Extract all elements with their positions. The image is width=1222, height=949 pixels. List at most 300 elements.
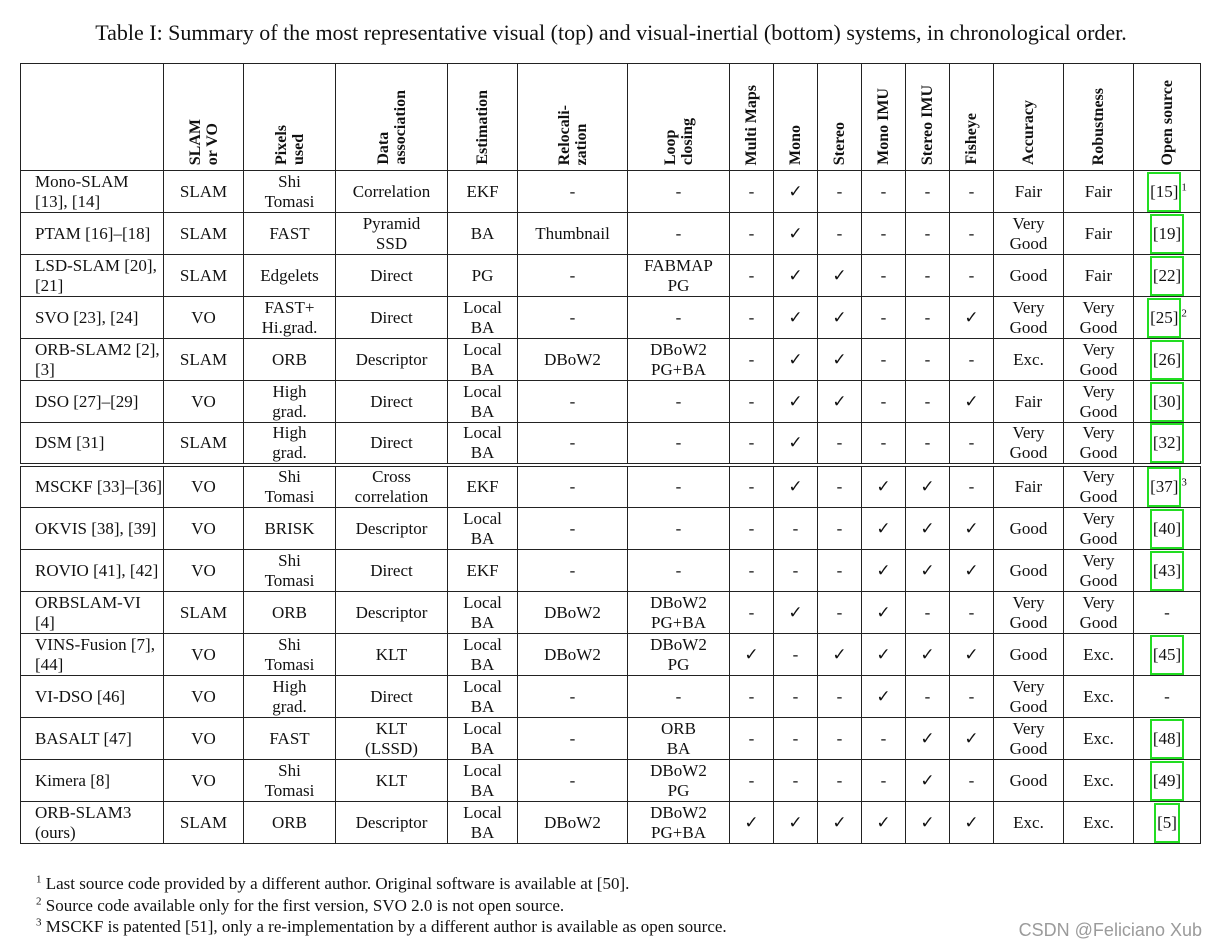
fisheye-cell: ✓ [950, 381, 994, 423]
accuracy-cell [994, 381, 1064, 423]
estimation-cell [448, 550, 518, 592]
multi-cell: ✓ [730, 634, 774, 676]
accuracy-line1: Exc. [1013, 812, 1044, 832]
open-source-cell [1134, 339, 1201, 381]
loop-line1: - [675, 518, 682, 538]
visual-systems-section [21, 171, 1201, 466]
accuracy-cell [994, 802, 1064, 844]
open-source-link: [22] [1150, 256, 1184, 296]
robustness-line1: Exc. [1083, 686, 1114, 706]
open-source-cell [1134, 760, 1201, 802]
stereo-cell: - [818, 465, 862, 508]
open-source-link: [19] [1150, 214, 1184, 254]
robustness-cell [1064, 676, 1134, 718]
accuracy-cell [994, 171, 1064, 213]
system-name: VINS-Fusion [35, 634, 127, 654]
pixels-line1: Shi [278, 634, 301, 654]
watermark: CSDN @Feliciano Xub [1018, 920, 1202, 940]
assoc-line1: Cross [372, 467, 411, 486]
loop-closing-cell [628, 213, 730, 255]
data-association-cell [336, 676, 448, 718]
pixels-line1: FAST [269, 728, 310, 748]
system-name: ORB-SLAM3 [35, 802, 132, 822]
estim-line1: BA [470, 223, 495, 243]
slam-or-vo-cell: VO [164, 760, 244, 802]
multi-cell: - [730, 213, 774, 255]
stereo-cell: - [818, 213, 862, 255]
pixels-line1: Shi [278, 467, 301, 486]
stereo-imu-cell: ✓ [906, 465, 950, 508]
system-name: SVO [35, 307, 70, 327]
system-name: VI-DSO [35, 686, 93, 706]
loop-line1: ORB [661, 718, 696, 738]
stereo-imu-cell: ✓ [906, 718, 950, 760]
loop-closing-cell [628, 718, 730, 760]
mono-imu-cell: - [862, 213, 906, 255]
system-name: DSO [35, 391, 70, 411]
assoc-line1: Descriptor [355, 602, 428, 622]
system-name: BASALT [35, 728, 100, 748]
slam-or-vo-cell: VO [164, 381, 244, 423]
accuracy-cell [994, 634, 1064, 676]
multi-cell: - [730, 676, 774, 718]
mono-imu-cell: ✓ [862, 550, 906, 592]
data-association-cell [336, 465, 448, 508]
assoc-line1: Direct [370, 391, 413, 411]
mono-cell: - [774, 550, 818, 592]
robustness-cell [1064, 255, 1134, 297]
loop-line2: BA [666, 738, 691, 758]
footnote-marker: 1 [1181, 180, 1187, 193]
table-caption: Table I: Summary of the most representative visual (top) and visual-inertial (bottom) systems, in chronological order. [95, 20, 1127, 45]
robustness-line2: Good [1079, 528, 1118, 548]
stereo-cell: - [818, 592, 862, 634]
pixels-used-cell [244, 718, 336, 760]
assoc-line1: Direct [370, 433, 413, 452]
robustness-line1: Exc. [1083, 770, 1114, 790]
stereo-cell: - [818, 423, 862, 466]
pixels-line2: Tomasi [264, 487, 315, 506]
stereo-imu-cell: ✓ [906, 802, 950, 844]
estim-line1: Local [463, 381, 502, 401]
reloc-line1: DBoW2 [544, 349, 601, 369]
robustness-cell [1064, 718, 1134, 760]
accuracy-line2: Good [1009, 233, 1048, 253]
estim-line1: EKF [466, 181, 499, 201]
stereo-imu-cell: - [906, 171, 950, 213]
pixels-line2: Hi.grad. [261, 317, 318, 337]
robustness-cell [1064, 339, 1134, 381]
reloc-line1: - [569, 181, 576, 201]
robustness-cell [1064, 171, 1134, 213]
loop-closing-cell [628, 676, 730, 718]
assoc-line1: Direct [370, 560, 413, 580]
robustness-cell [1064, 550, 1134, 592]
relocalization-cell [518, 802, 628, 844]
robustness-line1: Very [1082, 339, 1115, 359]
mono-cell: - [774, 760, 818, 802]
estim-line1: Local [463, 297, 502, 317]
fisheye-cell: ✓ [950, 634, 994, 676]
header-pixels-used: Pixels used [244, 64, 336, 171]
fisheye-cell: - [950, 171, 994, 213]
reloc-line1: - [569, 433, 576, 452]
table-row [21, 213, 1201, 255]
loop-line1: FABMAP [644, 255, 713, 275]
accuracy-cell [994, 255, 1064, 297]
fisheye-cell: ✓ [950, 508, 994, 550]
pixels-line1: FAST [269, 223, 310, 243]
system-refs: [33]–[36] [96, 477, 163, 496]
header-stereo: Stereo [818, 64, 862, 171]
open-source-link: [48] [1150, 719, 1184, 759]
stereo-cell: - [818, 760, 862, 802]
robustness-line1: Very [1082, 467, 1115, 486]
pixels-line2: Tomasi [264, 570, 315, 590]
loop-closing-cell [628, 592, 730, 634]
open-source-link: [45] [1150, 635, 1184, 675]
pixels-line1: ORB [272, 812, 307, 832]
open-source-cell [1134, 634, 1201, 676]
pixels-line1: High [272, 423, 307, 442]
slam-or-vo-cell: SLAM [164, 423, 244, 466]
estim-line2: BA [470, 317, 495, 337]
table-row [21, 592, 1201, 634]
table-row [21, 465, 1201, 508]
accuracy-line1: Fair [1014, 391, 1043, 411]
relocalization-cell [518, 297, 628, 339]
data-association-cell [336, 339, 448, 381]
system-refs: [46] [96, 686, 126, 706]
data-association-cell [336, 760, 448, 802]
reloc-line1: - [569, 770, 576, 790]
pixels-line1: ORB [272, 602, 307, 622]
pixels-line2: Tomasi [264, 654, 315, 674]
robustness-line2: Good [1079, 317, 1118, 337]
open-source-link: [15] [1147, 172, 1181, 212]
mono-cell: ✓ [774, 297, 818, 339]
estimation-cell [448, 423, 518, 466]
accuracy-line2: Good [1009, 443, 1048, 462]
estimation-cell [448, 592, 518, 634]
reloc-line1: - [569, 728, 576, 748]
loop-line2: PG [667, 654, 690, 674]
header-mono: Mono [774, 64, 818, 171]
header-open-source: Open source [1134, 64, 1201, 171]
pixels-line2: Tomasi [264, 191, 315, 211]
multi-cell: - [730, 255, 774, 297]
accuracy-line1: Good [1009, 770, 1048, 790]
loop-line2: PG+BA [651, 612, 706, 632]
estim-line1: Local [463, 634, 502, 654]
slam-or-vo-cell: VO [164, 676, 244, 718]
mono-imu-cell: - [862, 255, 906, 297]
open-source-link: [37] [1147, 467, 1181, 507]
reloc-line1: - [569, 265, 576, 285]
data-association-cell [336, 171, 448, 213]
mono-imu-cell: ✓ [862, 465, 906, 508]
data-association-cell [336, 718, 448, 760]
assoc-line1: Direct [370, 265, 413, 285]
header-mono-imu: Mono IMU [862, 64, 906, 171]
fisheye-cell: - [950, 213, 994, 255]
table-row [21, 550, 1201, 592]
fisheye-cell: ✓ [950, 297, 994, 339]
system-name: DSM [35, 433, 72, 452]
data-association-cell [336, 634, 448, 676]
loop-line2: PG [667, 780, 690, 800]
footnotes [36, 873, 727, 938]
data-association-cell [336, 592, 448, 634]
system-refs: [47] [103, 728, 132, 748]
stereo-imu-cell: - [906, 297, 950, 339]
multi-cell: - [730, 592, 774, 634]
open-source-link: [25] [1147, 298, 1181, 338]
mono-cell: ✓ [774, 171, 818, 213]
multi-cell: - [730, 465, 774, 508]
loop-line2: PG+BA [651, 359, 706, 379]
multi-cell: - [730, 508, 774, 550]
loop-closing-cell [628, 423, 730, 466]
loop-line1: DBoW2 [650, 760, 707, 780]
accuracy-cell [994, 465, 1064, 508]
estim-line1: Local [463, 508, 502, 528]
mono-cell: - [774, 718, 818, 760]
reloc-line1: - [569, 307, 576, 327]
estim-line2: BA [470, 401, 495, 421]
relocalization-cell [518, 171, 628, 213]
estim-line1: Local [463, 423, 502, 442]
system-name-cell [21, 802, 164, 844]
pixels-used-cell [244, 592, 336, 634]
estim-line2: BA [470, 528, 495, 548]
data-association-cell [336, 550, 448, 592]
reloc-line1: - [569, 477, 576, 496]
open-source-cell [1134, 508, 1201, 550]
multi-cell: - [730, 550, 774, 592]
loop-line1: - [675, 433, 682, 452]
reloc-line1: DBoW2 [544, 812, 601, 832]
open-source-link: [43] [1150, 551, 1184, 591]
fisheye-cell: - [950, 760, 994, 802]
slam-or-vo-cell: VO [164, 508, 244, 550]
estim-line1: EKF [466, 560, 499, 580]
robustness-line2: Good [1079, 487, 1118, 506]
open-source-cell [1134, 423, 1201, 466]
slam-or-vo-cell: SLAM [164, 171, 244, 213]
mono-cell: ✓ [774, 339, 818, 381]
fisheye-cell: - [950, 255, 994, 297]
system-name-cell [21, 760, 164, 802]
robustness-cell [1064, 213, 1134, 255]
relocalization-cell [518, 634, 628, 676]
system-refs: [4] [35, 612, 55, 632]
multi-cell: - [730, 760, 774, 802]
stereo-cell: - [818, 508, 862, 550]
open-source-cell [1134, 213, 1201, 255]
mono-cell: ✓ [774, 465, 818, 508]
relocalization-cell [518, 676, 628, 718]
reloc-line1: DBoW2 [544, 644, 601, 664]
estim-line2: BA [470, 654, 495, 674]
stereo-cell: ✓ [818, 297, 862, 339]
estim-line2: BA [470, 822, 495, 842]
header-accuracy: Accuracy [994, 64, 1064, 171]
fisheye-cell: - [950, 339, 994, 381]
mono-cell: - [774, 508, 818, 550]
stereo-imu-cell: - [906, 423, 950, 466]
assoc-line1: KLT [375, 770, 408, 790]
system-name: ORBSLAM-VI [35, 592, 141, 612]
estim-line1: Local [463, 802, 502, 822]
accuracy-cell [994, 339, 1064, 381]
loop-closing-cell [628, 634, 730, 676]
mono-imu-cell: ✓ [862, 802, 906, 844]
header-slam-or-vo: SLAM or VO [164, 64, 244, 171]
stereo-cell: - [818, 718, 862, 760]
footnote: $^3$ MSCKF is patented [51], only a re-implementation by a different author is available as open source. [36, 916, 727, 936]
multi-cell: - [730, 339, 774, 381]
slam-or-vo-cell: VO [164, 465, 244, 508]
header-robustness: Robustness [1064, 64, 1134, 171]
relocalization-cell [518, 465, 628, 508]
system-name: OKVIS [35, 518, 87, 538]
slam-or-vo-cell: VO [164, 297, 244, 339]
system-refs: [2], [3] [35, 339, 160, 379]
estim-line2: BA [470, 780, 495, 800]
estimation-cell [448, 634, 518, 676]
estim-line1: Local [463, 718, 502, 738]
table-row [21, 760, 1201, 802]
open-source-cell [1134, 381, 1201, 423]
stereo-cell: - [818, 171, 862, 213]
system-name: ORB-SLAM2 [35, 339, 132, 359]
estimation-cell [448, 802, 518, 844]
mono-imu-cell: - [862, 297, 906, 339]
stereo-cell: - [818, 676, 862, 718]
slam-or-vo-cell: SLAM [164, 802, 244, 844]
accuracy-cell [994, 550, 1064, 592]
header-fisheye: Fisheye [950, 64, 994, 171]
estimation-cell [448, 171, 518, 213]
mono-imu-cell: - [862, 171, 906, 213]
open-source-cell [1134, 592, 1201, 634]
estimation-cell [448, 465, 518, 508]
fisheye-cell: - [950, 423, 994, 466]
estim-line1: Local [463, 676, 502, 696]
pixels-used-cell [244, 508, 336, 550]
table-row [21, 423, 1201, 466]
assoc-line1: Descriptor [355, 349, 428, 369]
stereo-cell: ✓ [818, 255, 862, 297]
mono-cell: - [774, 634, 818, 676]
robustness-line1: Very [1082, 423, 1115, 442]
robustness-line2: Good [1079, 443, 1118, 462]
system-refs: [16]–[18] [85, 223, 151, 243]
stereo-imu-cell: - [906, 676, 950, 718]
relocalization-cell [518, 508, 628, 550]
open-source-link: - [1164, 686, 1170, 706]
accuracy-line1: Fair [1014, 181, 1043, 201]
loop-line1: DBoW2 [650, 802, 707, 822]
system-name-cell [21, 676, 164, 718]
accuracy-cell [994, 297, 1064, 339]
open-source-link: [40] [1150, 509, 1184, 549]
system-name-cell [21, 718, 164, 760]
system-name-cell [21, 171, 164, 213]
open-source-cell [1134, 171, 1201, 213]
table-row [21, 634, 1201, 676]
robustness-line2: Good [1079, 570, 1118, 590]
mono-imu-cell: ✓ [862, 676, 906, 718]
accuracy-line2: Good [1009, 738, 1048, 758]
system-name: PTAM [35, 223, 81, 243]
header-stereo-imu: Stereo IMU [906, 64, 950, 171]
visual-inertial-systems-section [21, 465, 1201, 844]
accuracy-cell [994, 213, 1064, 255]
relocalization-cell [518, 760, 628, 802]
stereo-cell: ✓ [818, 381, 862, 423]
table-row [21, 297, 1201, 339]
accuracy-line1: Good [1009, 265, 1048, 285]
mono-imu-cell: - [862, 381, 906, 423]
accuracy-cell [994, 718, 1064, 760]
accuracy-line2: Good [1009, 317, 1048, 337]
table-row [21, 676, 1201, 718]
estim-line1: PG [471, 265, 494, 285]
header-multi-maps: Multi Maps [730, 64, 774, 171]
assoc-line1: Pyramid [362, 213, 421, 233]
accuracy-line2: Good [1009, 696, 1048, 716]
system-name-cell [21, 381, 164, 423]
estim-line2: BA [470, 443, 495, 462]
pixels-line2: grad. [272, 443, 307, 462]
stereo-imu-cell: ✓ [906, 760, 950, 802]
mono-cell: - [774, 676, 818, 718]
open-source-link: [5] [1154, 803, 1180, 843]
system-name: MSCKF [35, 477, 93, 496]
accuracy-line2: Good [1009, 612, 1048, 632]
systems-table [20, 63, 1201, 844]
system-name-cell [21, 592, 164, 634]
data-association-cell [336, 213, 448, 255]
mono-imu-cell: - [862, 423, 906, 466]
data-association-cell [336, 423, 448, 466]
accuracy-line1: Very [1012, 423, 1045, 442]
assoc-line1: Direct [370, 686, 413, 706]
estimation-cell [448, 508, 518, 550]
multi-cell: ✓ [730, 802, 774, 844]
pixels-used-cell [244, 339, 336, 381]
fisheye-cell: - [950, 465, 994, 508]
accuracy-line1: Fair [1014, 477, 1043, 496]
relocalization-cell [518, 213, 628, 255]
pixels-used-cell [244, 297, 336, 339]
relocalization-cell [518, 423, 628, 466]
accuracy-line1: Exc. [1013, 349, 1044, 369]
data-association-cell [336, 255, 448, 297]
estimation-cell [448, 718, 518, 760]
mono-cell: ✓ [774, 802, 818, 844]
loop-closing-cell [628, 508, 730, 550]
relocalization-cell [518, 718, 628, 760]
table-row [21, 381, 1201, 423]
loop-line1: - [675, 307, 682, 327]
robustness-line2: Good [1079, 359, 1118, 379]
estimation-cell [448, 213, 518, 255]
estimation-cell [448, 339, 518, 381]
loop-closing-cell [628, 802, 730, 844]
